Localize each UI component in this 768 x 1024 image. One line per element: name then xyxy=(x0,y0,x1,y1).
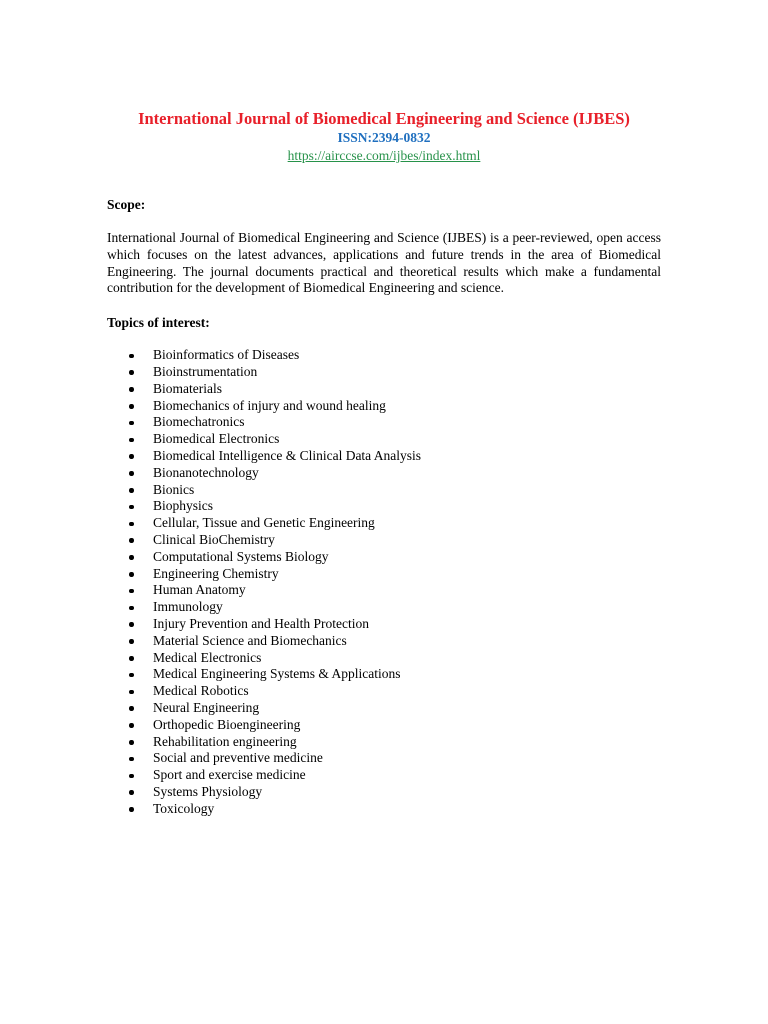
topic-item xyxy=(107,398,661,415)
bullet-icon xyxy=(129,387,134,392)
topic-item xyxy=(107,381,661,398)
topic-item xyxy=(107,566,661,583)
journal-title: International Journal of Biomedical Engineering and Science (IJBES) xyxy=(138,109,630,128)
topic-label: Bioinformatics of Diseases xyxy=(153,347,300,363)
bullet-icon xyxy=(129,354,134,359)
bullet-icon xyxy=(129,622,134,627)
bullet-icon xyxy=(129,757,134,762)
topic-item xyxy=(107,784,661,801)
topic-item xyxy=(107,734,661,751)
document-body xyxy=(107,196,661,818)
bullet-icon xyxy=(129,639,134,644)
topic-item xyxy=(107,465,661,482)
topic-label: Orthopedic Bioengineering xyxy=(153,716,301,732)
topic-item xyxy=(107,515,661,532)
topic-label: Medical Robotics xyxy=(153,683,249,699)
topic-label: Neural Engineering xyxy=(153,699,260,715)
topic-item xyxy=(107,498,661,515)
journal-header xyxy=(0,108,768,165)
bullet-icon xyxy=(129,807,134,812)
topic-label: Human Anatomy xyxy=(153,582,246,598)
topic-item xyxy=(107,549,661,566)
topic-item xyxy=(107,532,661,549)
topic-item xyxy=(107,582,661,599)
topic-item xyxy=(107,650,661,667)
topics-heading: Topics of interest: xyxy=(107,315,210,331)
bullet-icon xyxy=(129,589,134,594)
topic-item xyxy=(107,700,661,717)
topic-item xyxy=(107,364,661,381)
topic-label: Biomechatronics xyxy=(153,414,245,430)
topic-item xyxy=(107,801,661,818)
bullet-icon xyxy=(129,706,134,711)
topic-item xyxy=(107,414,661,431)
topic-label: Medical Electronics xyxy=(153,649,262,665)
bullet-icon xyxy=(129,555,134,560)
topic-label: Engineering Chemistry xyxy=(153,565,279,581)
bullet-icon xyxy=(129,505,134,510)
bullet-icon xyxy=(129,522,134,527)
topic-item xyxy=(107,347,661,364)
topic-label: Bionics xyxy=(153,481,195,497)
topic-label: Systems Physiology xyxy=(153,783,263,799)
topic-label: Medical Engineering Systems & Applications xyxy=(153,666,401,682)
topic-label: Immunology xyxy=(153,599,223,615)
topic-label: Toxicology xyxy=(153,800,215,816)
topic-label: Biophysics xyxy=(153,498,214,514)
bullet-icon xyxy=(129,572,134,577)
topic-label: Biomechanics of injury and wound healing xyxy=(153,397,386,413)
bullet-icon xyxy=(129,606,134,611)
topic-label: Bioinstrumentation xyxy=(153,363,258,379)
bullet-icon xyxy=(129,370,134,375)
topic-label: Cellular, Tissue and Genetic Engineering xyxy=(153,515,375,531)
bullet-icon xyxy=(129,538,134,543)
bullet-icon xyxy=(129,488,134,493)
topic-label: Social and preventive medicine xyxy=(153,750,323,766)
journal-url-link[interactable]: https://airccse.com/ijbes/index.html xyxy=(287,148,481,163)
topic-item xyxy=(107,767,661,784)
bullet-icon xyxy=(129,421,134,426)
bullet-icon xyxy=(129,723,134,728)
topic-item xyxy=(107,717,661,734)
issn-number: ISSN:2394-0832 xyxy=(337,130,431,145)
topic-label: Sport and exercise medicine xyxy=(153,767,306,783)
bullet-icon xyxy=(129,404,134,409)
scope-heading: Scope: xyxy=(107,197,146,212)
topic-label: Bionanotechnology xyxy=(153,464,259,480)
topic-label: Injury Prevention and Health Protection xyxy=(153,615,369,631)
topic-item xyxy=(107,683,661,700)
bullet-icon xyxy=(129,438,134,443)
topic-item xyxy=(107,616,661,633)
bullet-icon xyxy=(129,656,134,661)
topic-label: Computational Systems Biology xyxy=(153,548,329,564)
bullet-icon xyxy=(129,740,134,745)
topic-label: Material Science and Biomechanics xyxy=(153,632,347,648)
topic-item xyxy=(107,482,661,499)
topic-item xyxy=(107,448,661,465)
bullet-icon xyxy=(129,673,134,678)
topic-label: Rehabilitation engineering xyxy=(153,733,297,749)
topic-item xyxy=(107,599,661,616)
scope-paragraph: International Journal of Biomedical Engineering and Science (IJBES) is a peer-reviewed, open access which focuses on the latest advances, applications and future trends in the area of Biomedical Engineering. The journal documents practical and theoretical results which make a fundamental contribution for the development of Biomedical Engineering and science. xyxy=(107,230,661,296)
topic-label: Biomedical Intelligence & Clinical Data Analysis xyxy=(153,447,422,463)
topic-item xyxy=(107,666,661,683)
topic-item xyxy=(107,633,661,650)
topic-label: Biomaterials xyxy=(153,380,222,396)
bullet-icon xyxy=(129,774,134,779)
bullet-icon xyxy=(129,454,134,459)
bullet-icon xyxy=(129,471,134,476)
topic-item xyxy=(107,750,661,767)
topic-item xyxy=(107,431,661,448)
topics-list xyxy=(107,347,661,817)
topic-label: Clinical BioChemistry xyxy=(153,531,275,547)
bullet-icon xyxy=(129,690,134,695)
topic-label: Biomedical Electronics xyxy=(153,431,280,447)
bullet-icon xyxy=(129,790,134,795)
